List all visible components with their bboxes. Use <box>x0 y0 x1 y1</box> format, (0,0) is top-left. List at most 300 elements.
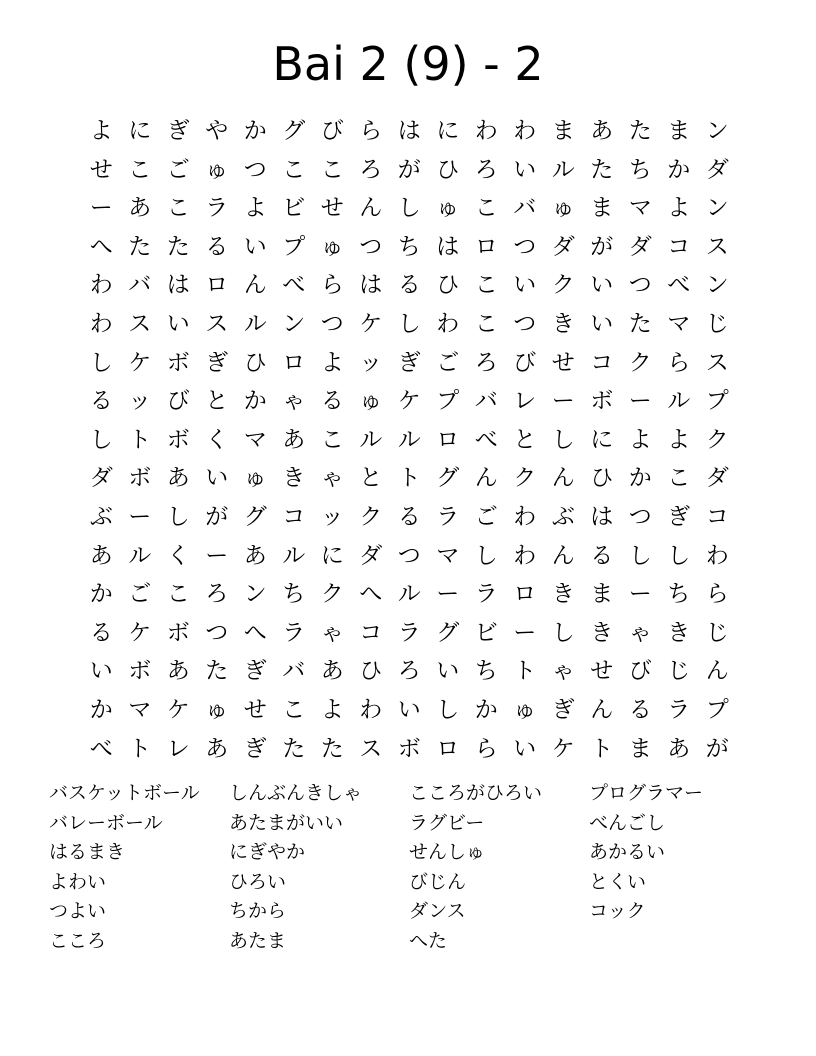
grid-letter: が <box>705 735 729 762</box>
grid-letter: わ <box>705 542 729 569</box>
grid-letter: マ <box>436 542 460 569</box>
grid-letter: ス <box>205 310 229 337</box>
grid-letter: き <box>551 581 575 608</box>
word-list-item: ダンス <box>409 900 466 923</box>
grid-letter: プ <box>436 388 460 415</box>
grid-letter: ケ <box>359 310 383 337</box>
grid-letter: グ <box>436 465 460 492</box>
grid-letter: ル <box>397 426 421 453</box>
grid-letter: と <box>513 426 537 453</box>
word-list-item: べんごし <box>589 811 666 834</box>
grid-letter: ー <box>436 581 460 608</box>
grid-letter: ル <box>397 581 421 608</box>
grid-letter: せ <box>320 195 344 222</box>
grid-letter: ラ <box>397 619 421 646</box>
grid-letter: よ <box>667 426 691 453</box>
grid-letter: ル <box>243 310 267 337</box>
word-list-item: こころ <box>49 929 107 952</box>
grid-letter: グ <box>243 503 267 530</box>
grid-letter: コ <box>667 233 691 260</box>
grid-letter: ゅ <box>513 696 537 723</box>
grid-letter: ン <box>705 195 729 222</box>
grid-letter: あ <box>590 118 614 144</box>
grid-letter: ル <box>359 426 383 453</box>
grid-letter: る <box>590 542 614 569</box>
grid-letter: ゃ <box>320 619 344 646</box>
word-list-item: はるまき <box>49 841 126 864</box>
grid-letter: ー <box>205 542 229 569</box>
grid-letter: ん <box>359 195 383 222</box>
grid-letter: ラ <box>205 195 229 222</box>
grid-letter: る <box>205 233 229 260</box>
grid-letter: ご <box>166 156 190 183</box>
grid-letter: こ <box>166 581 190 608</box>
grid-letter: あ <box>205 735 229 762</box>
grid-letter: は <box>436 233 460 260</box>
grid-letter: ク <box>320 581 344 608</box>
word-list-item: あかるい <box>589 841 666 864</box>
grid-letter: ル <box>667 388 691 415</box>
grid-letter: き <box>282 465 306 492</box>
grid-letter: た <box>628 310 652 337</box>
word-list <box>49 779 769 957</box>
grid-letter: る <box>320 388 344 415</box>
grid-letter: い <box>513 272 537 299</box>
grid-letter: た <box>628 118 652 144</box>
grid-letter: バ <box>282 658 306 685</box>
grid-letter: べ <box>667 272 691 299</box>
grid-letter: ラ <box>474 581 498 608</box>
grid-letter: こ <box>166 195 190 222</box>
grid-letter: こ <box>128 156 152 183</box>
grid-letter: あ <box>667 735 691 762</box>
word-list-item: プログラマー <box>589 782 704 804</box>
grid-letter: た <box>320 735 344 762</box>
grid-letter: び <box>166 388 190 415</box>
grid-letter: ボ <box>166 619 190 646</box>
grid-letter: マ <box>667 310 691 337</box>
grid-letter: わ <box>474 118 498 144</box>
grid-letter: プ <box>282 233 306 260</box>
word-list-item: とくい <box>589 870 647 893</box>
grid-letter: か <box>89 696 113 723</box>
grid-letter: あ <box>166 658 190 685</box>
grid-letter: バ <box>513 195 537 222</box>
grid-letter: あ <box>128 195 152 222</box>
grid-letter: は <box>397 118 421 144</box>
grid-letter: ロ <box>436 735 460 762</box>
grid-letter: に <box>590 426 614 453</box>
grid-letter: つ <box>513 233 537 260</box>
grid-letter: ル <box>551 156 575 183</box>
grid-letter: と <box>205 388 229 415</box>
grid-letter: コ <box>282 503 306 530</box>
grid-letter: ダ <box>89 465 113 492</box>
grid-letter: い <box>89 658 113 685</box>
word-list-item: こころがひろい <box>409 782 543 804</box>
grid-letter: ゅ <box>359 388 383 415</box>
grid-letter: ラ <box>282 619 306 646</box>
grid-letter: ス <box>128 310 152 337</box>
grid-letter: か <box>89 581 113 608</box>
grid-letter: ボ <box>397 735 421 762</box>
grid-letter: こ <box>320 156 344 183</box>
grid-letter: プ <box>705 696 729 723</box>
word-list-item: ひろい <box>229 870 287 893</box>
grid-letter: ラ <box>436 503 460 530</box>
grid-letter: き <box>667 619 691 646</box>
grid-letter: わ <box>89 272 113 299</box>
grid-letter: へ <box>89 233 113 260</box>
grid-letter: あ <box>282 426 306 453</box>
grid-letter: ぶ <box>551 503 575 530</box>
grid-letter: よ <box>320 349 344 376</box>
grid-letter: じ <box>705 310 729 337</box>
grid-letter: い <box>166 310 190 337</box>
grid-letter: バ <box>128 272 152 299</box>
grid-letter: ん <box>551 542 575 569</box>
grid-letter: ク <box>551 272 575 299</box>
grid-letter: ス <box>705 233 729 260</box>
grid-letter: ダ <box>628 233 652 260</box>
grid-letter: か <box>628 465 652 492</box>
grid-letter: ゅ <box>205 696 229 723</box>
grid-letter: た <box>166 233 190 260</box>
grid-letter: ン <box>705 272 729 299</box>
word-list-item: びじん <box>409 870 467 893</box>
grid-letter: や <box>205 118 229 144</box>
grid-letter: ク <box>513 465 537 492</box>
grid-letter: ダ <box>359 542 383 569</box>
grid-letter: ち <box>667 581 691 608</box>
grid-letter: ゃ <box>282 388 306 415</box>
grid-letter: よ <box>243 195 267 222</box>
word-list-item: ラグビー <box>409 811 485 834</box>
grid-letter: べ <box>282 272 306 299</box>
grid-letter: こ <box>320 426 344 453</box>
grid-letter: ロ <box>205 272 229 299</box>
grid-letter: へ <box>359 581 383 608</box>
grid-letter: ロ <box>436 426 460 453</box>
grid-letter: ダ <box>705 156 729 183</box>
grid-letter: ボ <box>590 388 614 415</box>
grid-letter: ろ <box>205 581 229 608</box>
grid-letter: ダ <box>551 233 575 260</box>
grid-letter: ら <box>667 349 691 376</box>
grid-letter: ボ <box>128 658 152 685</box>
grid-letter: し <box>436 696 460 723</box>
grid-letter: は <box>359 272 383 299</box>
grid-letter: ー <box>628 388 652 415</box>
grid-letter: と <box>359 465 383 492</box>
grid-letter: わ <box>513 118 537 144</box>
grid-letter: グ <box>282 118 306 144</box>
grid-letter: ぎ <box>667 503 691 530</box>
grid-letter: る <box>397 503 421 530</box>
grid-letter: ッ <box>128 388 152 415</box>
grid-letter: よ <box>628 426 652 453</box>
grid-letter: が <box>205 503 229 530</box>
grid-letter: レ <box>166 735 190 762</box>
grid-letter: に <box>436 118 460 144</box>
grid-letter: ぎ <box>243 658 267 685</box>
grid-letter: ち <box>282 581 306 608</box>
grid-letter: わ <box>513 503 537 530</box>
grid-letter: ま <box>590 195 614 222</box>
grid-letter: じ <box>667 658 691 685</box>
grid-letter: レ <box>513 388 537 415</box>
grid-letter: び <box>628 658 652 685</box>
grid-letter: こ <box>667 465 691 492</box>
grid-letter: ろ <box>474 349 498 376</box>
grid-letter: つ <box>513 310 537 337</box>
grid-letter: わ <box>513 542 537 569</box>
grid-letter: ト <box>513 658 537 685</box>
grid-letter: マ <box>243 426 267 453</box>
word-list-item: せんしゅ <box>409 841 486 864</box>
grid-letter: よ <box>667 195 691 222</box>
grid-letter: ぎ <box>243 735 267 762</box>
grid-letter: ラ <box>667 696 691 723</box>
grid-letter: か <box>667 156 691 183</box>
grid-letter: ま <box>590 581 614 608</box>
grid-letter: せ <box>243 696 267 723</box>
grid-letter: つ <box>397 542 421 569</box>
grid-letter: へ <box>243 619 267 646</box>
grid-letter: ッ <box>320 503 344 530</box>
grid-letter: び <box>320 118 344 144</box>
grid-letter: ー <box>513 619 537 646</box>
grid-letter: ト <box>397 465 421 492</box>
grid-letter: ん <box>590 696 614 723</box>
grid-letter: ー <box>89 195 113 222</box>
grid-letter: つ <box>205 619 229 646</box>
grid-letter: る <box>89 619 113 646</box>
grid-letter: は <box>166 272 190 299</box>
grid-letter: つ <box>359 233 383 260</box>
grid-letter: ト <box>128 735 152 762</box>
grid-letter: ひ <box>590 465 614 492</box>
grid-letter: い <box>243 233 267 260</box>
grid-letter: ト <box>128 426 152 453</box>
grid-letter: し <box>89 349 113 376</box>
grid-letter: し <box>474 542 498 569</box>
grid-letter: い <box>397 696 421 723</box>
grid-letter: ら <box>705 581 729 608</box>
grid-letter: ひ <box>243 349 267 376</box>
grid-letter: し <box>667 542 691 569</box>
grid-letter: い <box>513 735 537 762</box>
grid-letter: し <box>397 195 421 222</box>
grid-letter: た <box>205 658 229 685</box>
grid-letter: ボ <box>128 465 152 492</box>
grid-letter: ら <box>474 735 498 762</box>
word-list-item: にぎやか <box>229 841 306 864</box>
grid-letter: コ <box>359 619 383 646</box>
word-search-grid <box>82 112 737 768</box>
grid-letter: ン <box>282 310 306 337</box>
grid-letter: ケ <box>397 388 421 415</box>
grid-letter: ゅ <box>436 195 460 222</box>
grid-letter: ー <box>628 581 652 608</box>
grid-letter: ト <box>590 735 614 762</box>
grid-letter: き <box>551 310 575 337</box>
grid-letter: し <box>628 542 652 569</box>
grid-letter: ボ <box>166 426 190 453</box>
grid-letter: ロ <box>513 581 537 608</box>
grid-letter: ち <box>628 156 652 183</box>
grid-letter: ろ <box>397 658 421 685</box>
grid-letter: に <box>320 542 344 569</box>
grid-letter: こ <box>474 195 498 222</box>
grid-letter: く <box>166 542 190 569</box>
grid-letter: ク <box>705 426 729 453</box>
grid-letter: こ <box>474 310 498 337</box>
grid-letter: こ <box>282 156 306 183</box>
grid-letter: つ <box>320 310 344 337</box>
grid-letter: ゃ <box>320 465 344 492</box>
grid-letter: し <box>89 426 113 453</box>
grid-letter: ご <box>128 581 152 608</box>
word-list-item: あたまがいい <box>229 811 344 834</box>
page-title: Bai 2 (9) - 2 <box>272 37 544 91</box>
grid-letter: ル <box>282 542 306 569</box>
grid-letter: コ <box>705 503 729 530</box>
grid-letter: ゅ <box>551 195 575 222</box>
grid-letter: こ <box>282 696 306 723</box>
grid-letter: い <box>513 156 537 183</box>
grid-letter: ぎ <box>397 349 421 376</box>
grid-letter: よ <box>320 696 344 723</box>
grid-letter: プ <box>705 388 729 415</box>
grid-letter: ス <box>359 735 383 762</box>
grid-letter: こ <box>474 272 498 299</box>
grid-letter: ぎ <box>205 349 229 376</box>
grid-letter: ケ <box>128 349 152 376</box>
grid-letter: が <box>590 233 614 260</box>
grid-letter: ッ <box>359 349 383 376</box>
grid-letter: ろ <box>474 156 498 183</box>
grid-letter: ロ <box>474 233 498 260</box>
grid-letter: つ <box>243 156 267 183</box>
grid-letter: わ <box>359 696 383 723</box>
grid-letter: ひ <box>436 156 460 183</box>
grid-letter: コ <box>590 349 614 376</box>
grid-letter: ま <box>628 735 652 762</box>
grid-letter: よ <box>89 118 113 144</box>
grid-letter: ひ <box>436 272 460 299</box>
grid-letter: じ <box>705 619 729 646</box>
grid-letter: き <box>590 619 614 646</box>
grid-letter: ん <box>474 465 498 492</box>
grid-letter: あ <box>89 542 113 569</box>
grid-letter: び <box>513 349 537 376</box>
grid-letter: が <box>397 156 421 183</box>
grid-letter: ま <box>667 118 691 144</box>
grid-letter: ん <box>705 658 729 685</box>
grid-letter: ち <box>397 233 421 260</box>
grid-letter: た <box>590 156 614 183</box>
grid-letter: ボ <box>166 349 190 376</box>
grid-letter: ー <box>551 388 575 415</box>
grid-letter: せ <box>89 156 113 183</box>
grid-letter: あ <box>320 658 344 685</box>
grid-letter: ぶ <box>89 503 113 530</box>
word-list-item: バレーボール <box>49 811 163 834</box>
grid-letter: ン <box>243 581 267 608</box>
grid-letter: ご <box>474 503 498 530</box>
grid-letter: い <box>590 310 614 337</box>
grid-letter: い <box>436 658 460 685</box>
grid-letter: べ <box>89 735 113 762</box>
grid-letter: か <box>474 696 498 723</box>
grid-letter: し <box>397 310 421 337</box>
grid-letter: ゅ <box>243 465 267 492</box>
grid-letter: る <box>397 272 421 299</box>
grid-letter: ま <box>551 118 575 144</box>
grid-letter: ケ <box>166 696 190 723</box>
grid-letter: ゃ <box>628 619 652 646</box>
grid-letter: あ <box>243 542 267 569</box>
grid-letter: ゅ <box>205 156 229 183</box>
grid-letter: か <box>243 118 267 144</box>
word-list-item: あたま <box>229 929 287 952</box>
grid-letter: ら <box>359 118 383 144</box>
grid-letter: は <box>590 503 614 530</box>
grid-letter: せ <box>551 349 575 376</box>
grid-letter: ー <box>128 503 152 530</box>
grid-letter: つ <box>628 272 652 299</box>
grid-letter: た <box>128 233 152 260</box>
grid-letter: ゅ <box>320 233 344 260</box>
grid-letter: し <box>166 503 190 530</box>
grid-letter: バ <box>474 388 498 415</box>
grid-letter: る <box>628 696 652 723</box>
grid-letter: ク <box>628 349 652 376</box>
grid-letter: ゃ <box>551 658 575 685</box>
grid-letter: ン <box>705 118 729 144</box>
grid-letter: ら <box>320 272 344 299</box>
grid-letter: ス <box>705 349 729 376</box>
word-list-item: バスケットボール <box>49 782 200 804</box>
grid-letter: わ <box>436 310 460 337</box>
word-list-item: よわい <box>49 870 107 893</box>
grid-letter: ひ <box>359 658 383 685</box>
grid-letter: べ <box>474 426 498 453</box>
grid-letter: ダ <box>705 465 729 492</box>
grid-letter: ん <box>551 465 575 492</box>
grid-letter: わ <box>89 310 113 337</box>
grid-letter: し <box>551 619 575 646</box>
grid-letter: ぎ <box>551 696 575 723</box>
grid-letter: ビ <box>282 195 306 222</box>
grid-letter: せ <box>590 658 614 685</box>
grid-letter: ル <box>128 542 152 569</box>
grid-letter: マ <box>128 696 152 723</box>
grid-letter: し <box>551 426 575 453</box>
grid-letter: グ <box>436 619 460 646</box>
grid-letter: ち <box>474 658 498 685</box>
grid-letter: ビ <box>474 619 498 646</box>
grid-letter: ご <box>436 349 460 376</box>
grid-letter: ロ <box>282 349 306 376</box>
grid-letter: ん <box>243 272 267 299</box>
grid-letter: く <box>205 426 229 453</box>
grid-letter: マ <box>628 195 652 222</box>
grid-letter: ク <box>359 503 383 530</box>
grid-letter: つ <box>628 503 652 530</box>
word-list-item: つよい <box>49 900 107 923</box>
